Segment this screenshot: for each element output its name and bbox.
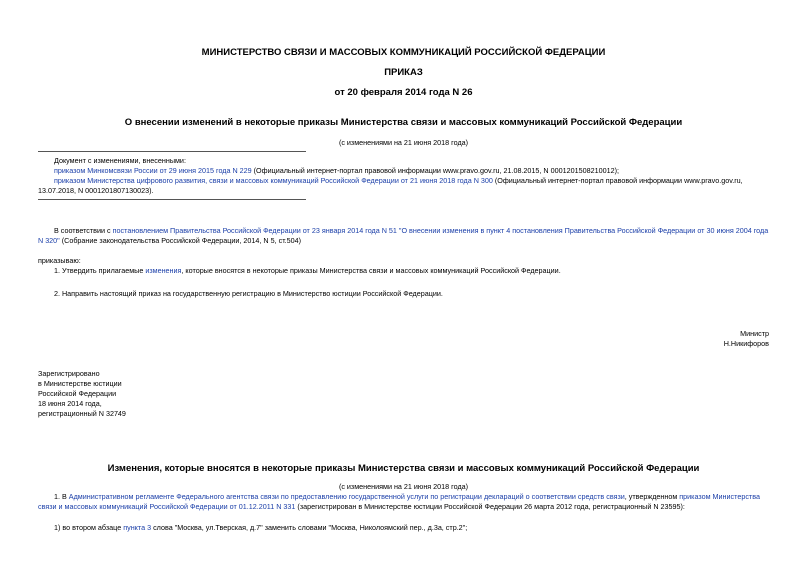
annex-title: Изменения, которые вносятся в некоторые приказы Министерства связи и массовых коммуникаций Российской Федерации	[107, 463, 700, 474]
registration-line-1: Зарегистрировано	[38, 369, 100, 378]
document-title: О внесении изменений в некоторые приказы Министерства связи и массовых коммуникаций Российской Федерации	[124, 117, 683, 128]
amended-note: (с изменениями на 21 июня 2018 года)	[338, 138, 469, 147]
document-date: от 20 февраля 2014 года N 26	[334, 87, 473, 98]
change-item-1: приказом Минкомсвязи России от 29 июня 2015 года N 229 (Официальный интернет-портал правовой информации www.pravo.gov.ru, 21.08.2015, N 0001201508210012);	[54, 166, 619, 175]
signature-name: Н.Никифоров	[723, 339, 769, 348]
divider-bottom	[38, 199, 306, 200]
registration-line-5: регистрационный N 32749	[38, 409, 126, 418]
document-type: ПРИКАЗ	[384, 67, 423, 78]
order-331-link[interactable]: приказом Министерства связи и массовых коммуникаций Российской Федерации от 01.12.2011 N 331	[38, 492, 760, 511]
ministry-heading: МИНИСТЕРСТВО СВЯЗИ И МАССОВЫХ КОММУНИКАЦИЙ РОССИЙСКОЙ ФЕДЕРАЦИИ	[201, 47, 606, 58]
order-word: приказываю:	[38, 256, 81, 265]
changes-link[interactable]: изменения	[145, 266, 182, 275]
registration-line-3: Российской Федерации	[38, 389, 117, 398]
decree-link[interactable]: постановлением Правительства Российской Федерации от 23 января 2014 года N 51 "О внесении изменения в пункт 4 постановления Правительства Российской Федерации от 30 июня 2004 года N 320"	[38, 226, 769, 245]
regulation-link[interactable]: Административном регламенте Федерального агентства связи по предоставлению государственной услуги по регистрации деклараций о соответствии средств связи	[68, 492, 625, 501]
registration-line-4: 18 июня 2014 года,	[38, 399, 102, 408]
order-item-1: 1. Утвердить прилагаемые изменения, которые вносятся в некоторые приказы Министерства связи и массовых коммуникаций Российской Федерации.	[54, 266, 561, 275]
change-link-1[interactable]: приказом Минкомсвязи России от 29 июня 2015 года N 229	[54, 166, 252, 175]
registration-line-2: в Министерстве юстиции	[38, 379, 122, 388]
point-3-link[interactable]: пункта 3	[123, 523, 152, 532]
preamble: В соответствии с постановлением Правительства Российской Федерации от 23 января 2014 года N 51 "О внесении изменения в пункт 4 постановления Правительства Российской Федерации от 30 июня 2004 года N 320" (Собрание законодательства Российской Федерации, 2014, N 5, ст.504)	[38, 226, 769, 245]
annex-amended-note: (с изменениями на 21 июня 2018 года)	[338, 482, 469, 491]
change-link-2[interactable]: приказом Министерства цифрового развития, связи и массовых коммуникаций Российской Федерации от 21 июня 2018 года N 300	[54, 176, 493, 185]
annex-paragraph-2: 1) во втором абзаце пункта 3 слова "Москва, ул.Тверская, д.7" заменить словами "Москва, Николоямский пер., д.3а, стр.2";	[54, 523, 468, 532]
signature-position: Министр	[740, 329, 769, 338]
changes-intro: Документ с изменениями, внесенными:	[54, 156, 186, 165]
change-item-2: приказом Министерства цифрового развития, связи и массовых коммуникаций Российской Федерации от 21 июня 2018 года N 300 (Официальный интернет-портал правовой информации www.pravo.gov.ru, 13.07.2018, N 0001201807130023).	[38, 176, 743, 195]
divider-top	[38, 151, 306, 152]
annex-paragraph-1: 1. В Административном регламенте Федерального агентства связи по предоставлению государственной услуги по регистрации деклараций о соответствии средств связи, утвержденном приказом Министерства связи и массовых коммуникаций Российской Федерации от 01.12.2011 N 331 (зарегистрирован в Министерстве юстиции Российской Федерации 26 марта 2012 года, регистрационный N 23595):	[38, 492, 760, 511]
order-item-2: 2. Направить настоящий приказ на государственную регистрацию в Министерство юстиции Российской Федерации.	[54, 289, 443, 298]
